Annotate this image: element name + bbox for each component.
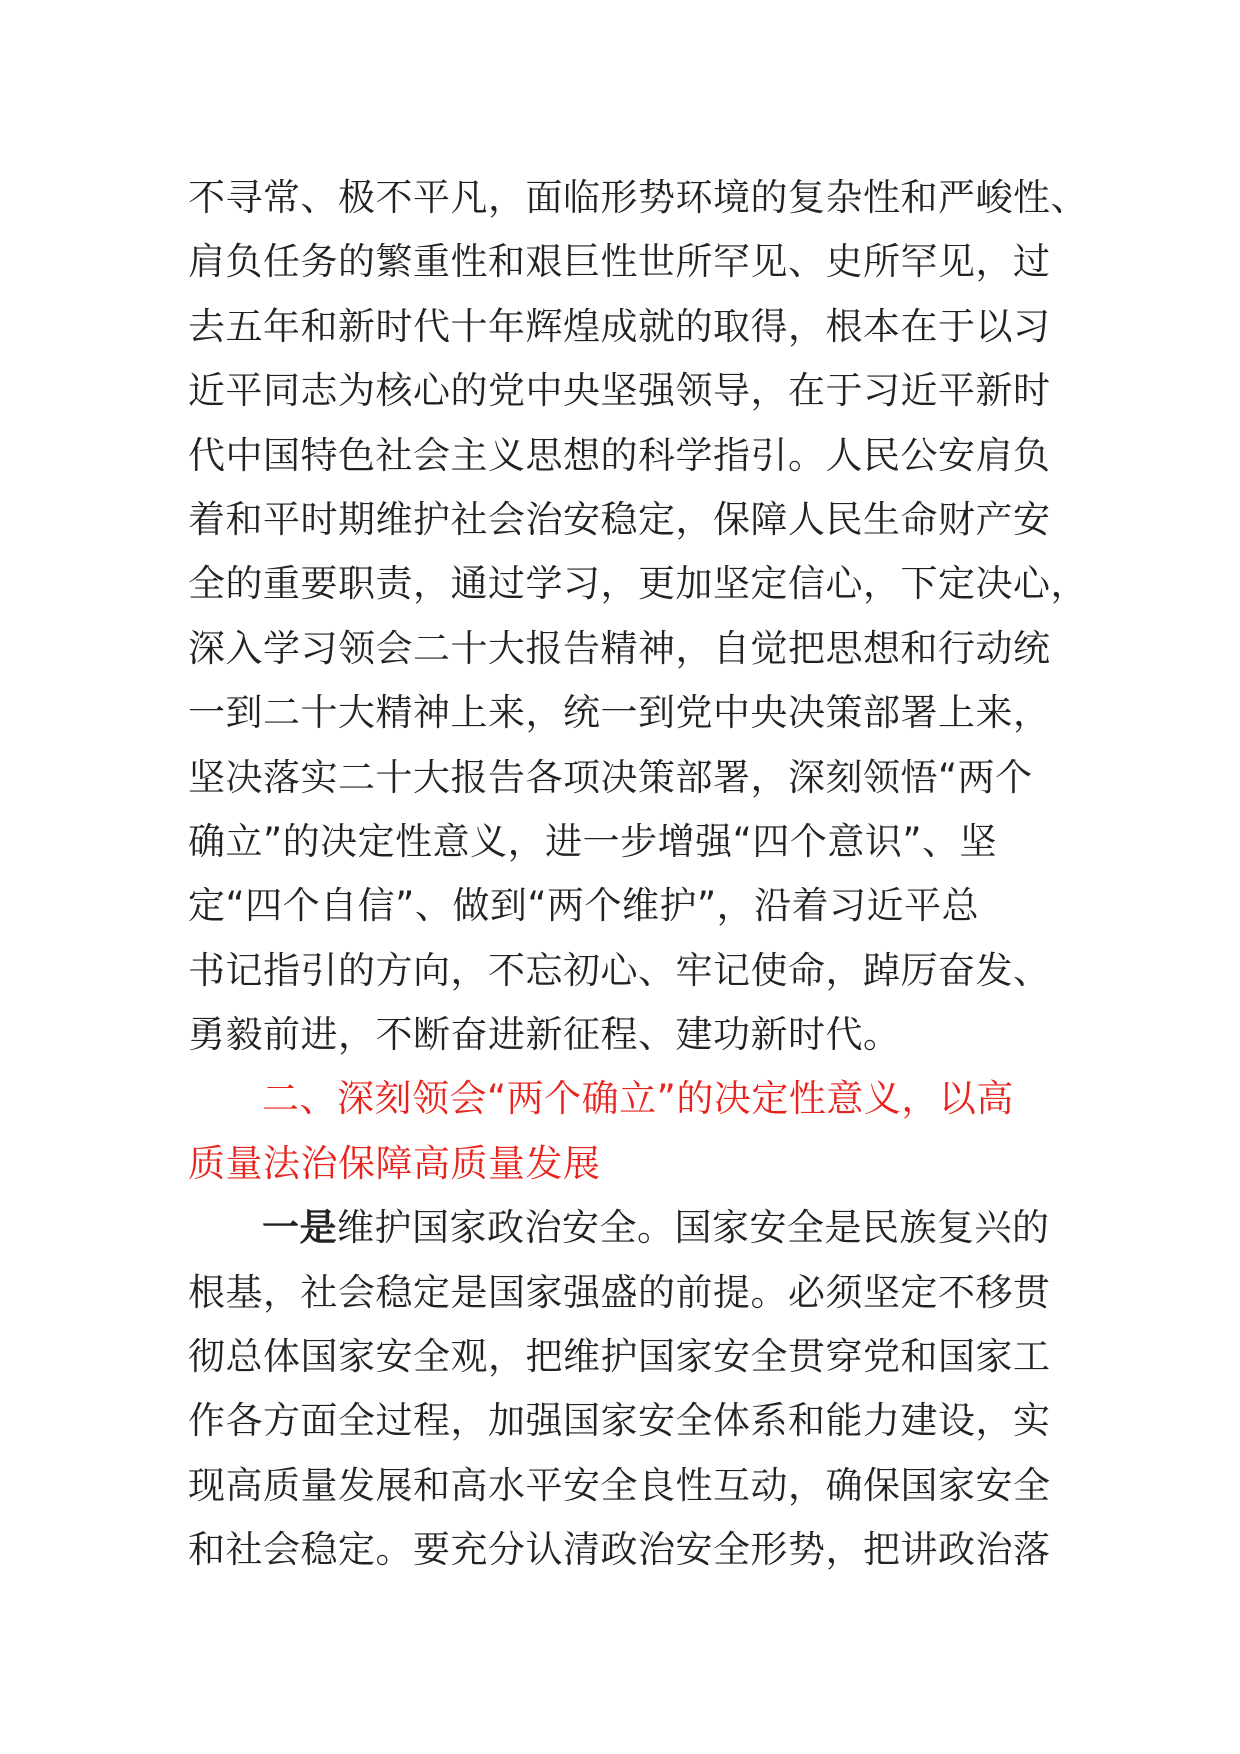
body-paragraph xyxy=(188,166,1088,1067)
lead-label: 一是 xyxy=(262,1206,337,1250)
text-line: 确立”的决定性意义，进一步增强“四个意识”、坚 xyxy=(188,819,998,863)
text-line: 作各方面全过程，加强国家安全体系和能力建设，实 xyxy=(188,1399,1051,1443)
document-body xyxy=(188,166,1088,1583)
body-paragraph xyxy=(188,1196,1088,1582)
text-line: 现高质量发展和高水平安全良性互动，确保国家安全 xyxy=(188,1463,1051,1507)
text-line: 书记指引的方向，不忘初心、牢记使命，踔厉奋发、 xyxy=(188,948,1051,992)
text-line: 代中国特色社会主义思想的科学指引。人民公安肩负 xyxy=(188,433,1051,477)
text-line: 和社会稳定。要充分认清政治安全形势，把讲政治落 xyxy=(188,1528,1051,1572)
text-line: 深入学习领会二十大报告精神，自觉把思想和行动统 xyxy=(188,626,1051,670)
text-line: 全的重要职责，通过学习，更加坚定信心，下定决心， xyxy=(188,562,1088,606)
heading-line: 质量法治保障高质量发展 xyxy=(188,1141,601,1185)
text-line: 一到二十大精神上来，统一到党中央决策部署上来， xyxy=(188,691,1051,735)
text-line: 肩负任务的繁重性和艰巨性世所罕见、史所罕见，过 xyxy=(188,240,1051,284)
lead-line-text: 维护国家政治安全。国家安全是民族复兴的 xyxy=(337,1206,1050,1250)
text-line: 勇毅前进，不断奋进新征程、建功新时代。 xyxy=(188,1013,901,1057)
section-heading xyxy=(188,1067,1088,1196)
text-line: 去五年和新时代十年辉煌成就的取得，根本在于以习 xyxy=(188,304,1051,348)
text-line: 不寻常、极不平凡，面临形势环境的复杂性和严峻性、 xyxy=(188,176,1088,219)
text-line: 着和平时期维护社会治安稳定，保障人民生命财产安 xyxy=(188,497,1051,541)
heading-line: 二、深刻领会“两个确立”的决定性意义，以高 xyxy=(262,1077,1014,1121)
text-line: 坚决落实二十大报告各项决策部署，深刻领悟“两个 xyxy=(188,755,1033,799)
text-line: 根基，社会稳定是国家强盛的前提。必须坚定不移贯 xyxy=(188,1270,1051,1314)
text-line: 彻总体国家安全观，把维护国家安全贯穿党和国家工 xyxy=(188,1335,1051,1379)
text-line xyxy=(188,1196,1088,1260)
text-line: 近平同志为核心的党中央坚强领导，在于习近平新时 xyxy=(188,369,1051,413)
text-line: 定“四个自信”、做到“两个维护”，沿着习近平总 xyxy=(188,884,980,928)
